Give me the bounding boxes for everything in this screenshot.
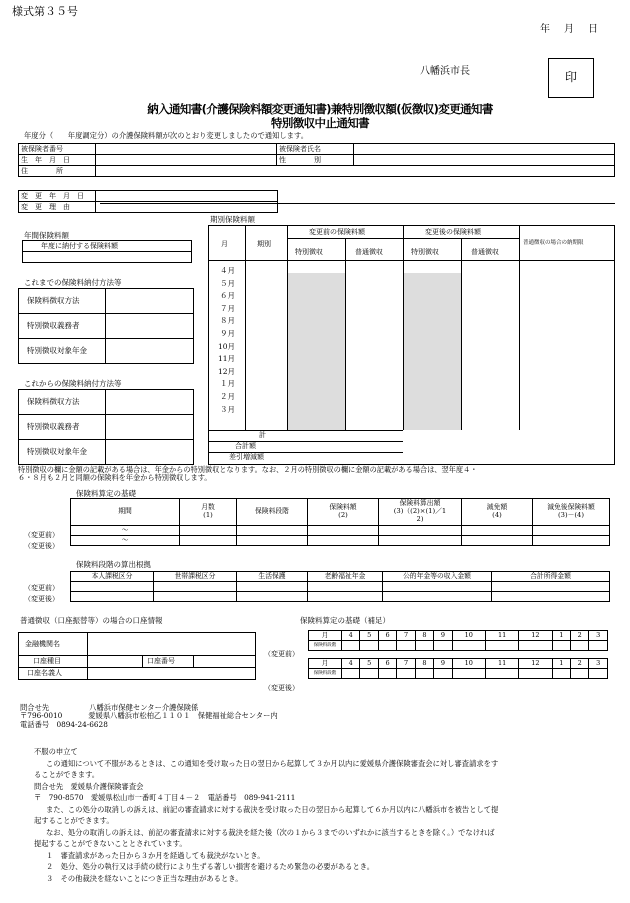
form-number: 様式第３５号 (12, 5, 78, 18)
supp-month-cell: 6 (378, 631, 396, 641)
supp-month-cell: 12 (519, 631, 552, 641)
appeal-p2b: 起することができます。 (34, 816, 114, 825)
holder-label: 口座名義人 (19, 668, 88, 680)
contact-addr: 愛媛県八幡浜市松柏乙１１０１ 保健福祉総合センター内 (88, 711, 278, 721)
supp-month-cell: 8 (415, 659, 433, 669)
intro-text: 年度分（ 年度調定分）の介護保険料額が次のとおり変更しましたので通知します。 (24, 131, 308, 140)
issue-date: 年 月 日 (540, 24, 600, 35)
next-method-label: これからの保険料納付方法等 (24, 379, 122, 388)
special-header: 特別徴収 (411, 248, 439, 256)
diff-label: 差引増減額 (229, 453, 264, 461)
city-mayor: 八幡浜市長 (420, 66, 470, 77)
appeal-p3b: 提起することができないこととされています。 (34, 839, 187, 848)
basis-before: （変更前） (24, 531, 59, 539)
appeal-item: １ 審査請求があった日から３か月を経過しても裁決がないとき。 (46, 850, 265, 860)
supp-month: 月 (309, 631, 342, 641)
basis-label: 保険料算定の基礎 (76, 489, 136, 498)
change-date-label: 変 更 年 月 日 (19, 191, 96, 202)
birth-label: 生 年 月 日 (19, 155, 96, 166)
appeal-item: ３ その他裁決を経ないことにつき正当な理由があるとき。 (46, 873, 243, 883)
period-label: 期別保険料額 (210, 215, 255, 224)
supp-month-cell: 4 (342, 631, 360, 641)
supp-month-cell: 6 (378, 659, 396, 669)
stage-header: 老齢福祉年金 (308, 572, 383, 582)
document-title: 納入通知書(介護保険料額変更通知書)兼特別徴収額(仮徴収)変更通知書 (147, 102, 493, 116)
month-cell: ９月 (220, 328, 235, 338)
supp-month-cell: 12 (519, 659, 552, 669)
type-label: 口座種目 (19, 656, 88, 668)
month-list (209, 267, 241, 418)
basis-header: 月数 (1) (180, 499, 237, 526)
basis-table (70, 498, 610, 546)
prev-method-table (18, 288, 194, 364)
supp-month-cell: 5 (360, 659, 378, 669)
appeal-p2a: また、この処分の取消しの訴えは、前記の審査請求に対する裁決を受け取った日の翌日から起算して６か月以内に八幡浜市を被告として提 (46, 804, 499, 814)
supp-month-cell: 9 (434, 631, 452, 641)
contact-tel: 電話番号 0894-24-6628 (20, 719, 108, 729)
stage-label: 保険料段階の算出根拠 (76, 560, 151, 569)
basis-header: 減免額 (4) (462, 499, 533, 526)
appeal-contact: 問合せ先 愛媛県介護保険審査会 (34, 781, 144, 791)
prev-method-row: 特別徴収義務者 (19, 314, 106, 339)
tilde: ～ (71, 536, 180, 546)
normal-header: 普通徴収 (355, 248, 383, 256)
acct-no-label: 口座番号 (143, 656, 194, 668)
month-cell: ５月 (220, 278, 235, 288)
appeal-address: 〒 790-8570 愛媛県松山市一番町４丁目４－２ 電話番号 089-941-2111 (34, 793, 296, 802)
after-header: 変更後の保険料額 (425, 228, 481, 236)
supp-table-after (308, 658, 608, 679)
supp-month-cell: 10 (452, 659, 485, 669)
normal-header: 普通徴収 (471, 248, 499, 256)
supp-month-cell: 11 (485, 659, 518, 669)
stage-header: 合計所得金額 (492, 572, 610, 582)
prev-method-row: 保険料徴収方法 (19, 289, 106, 314)
supp-month-cell: 2 (571, 659, 589, 669)
supp-month-cell: 4 (342, 659, 360, 669)
contact-block (20, 704, 278, 729)
basis-after: （変更後） (24, 542, 59, 550)
bank-label: 金融機関名 (19, 633, 88, 656)
supp-month-cell: 1 (552, 659, 570, 669)
supp-month-cell: 8 (415, 631, 433, 641)
contact-org: 八幡浜市保健センター介護保険係 (89, 703, 199, 712)
supp-month-cell: 2 (571, 631, 589, 641)
next-method-row: 特別徴収対象年金 (19, 440, 106, 465)
appeal-item: ２ 処分、処分の執行又は手続の続行により生ずる著しい損害を避けるため緊急の必要があるとき。 (46, 862, 375, 871)
month-cell: ４月 (220, 266, 235, 275)
month-header: 月 (221, 240, 228, 248)
supp-month-cell: 9 (434, 659, 452, 669)
basis-header: 保険料算出額 (3)（(2)×(1)／1 2) (379, 499, 462, 526)
stage-header: 生活保護 (237, 572, 308, 582)
annual-sub-label: 年度に納付する保険料額 (23, 241, 192, 252)
next-method-row: 保険料徴収方法 (19, 390, 106, 415)
sum-label: 合計額 (235, 442, 256, 450)
month-cell: ３月 (220, 404, 235, 414)
month-cell: １月 (220, 379, 235, 389)
next-method-table (18, 389, 194, 465)
appeal-block (24, 746, 498, 884)
month-cell: ７月 (220, 303, 235, 313)
account-table (18, 632, 256, 680)
term-header: 期別 (257, 240, 271, 248)
annual-table (22, 240, 192, 263)
appeal-title: 不服の申立て (34, 747, 78, 756)
supp-month-cell: 3 (589, 659, 608, 669)
basis-header: 保険料段階 (237, 499, 308, 526)
prev-method-row: 特別徴収対象年金 (19, 339, 106, 364)
month-cell: 11月 (217, 354, 235, 364)
change-info-table (18, 190, 278, 213)
supp-month-cell: 10 (452, 631, 485, 641)
supp-month-cell: 7 (397, 659, 415, 669)
stage-table (70, 571, 610, 602)
gender-label: 性 別 (277, 155, 354, 166)
stage-before: （変更前） (24, 584, 59, 592)
appeal-p1a: この通知について不服があるときは、この通知を受け取った日の翌日から起算して３か月以内に愛媛県介護保険審査会に対し審査請求をす (46, 758, 499, 768)
month-cell: ２月 (220, 391, 235, 401)
total-label: 計 (259, 431, 266, 439)
tilde: ～ (71, 526, 180, 536)
seal-box: 印 (548, 58, 594, 98)
stage-header: 公的年金等の収入金額 (383, 572, 492, 582)
insured-name-label: 被保険者氏名 (277, 144, 354, 155)
stage-header: 本人課税区分 (71, 572, 154, 582)
document-subtitle: 特別徴収中止通知書 (270, 116, 370, 130)
basis-header: 期間 (71, 499, 180, 526)
supp-label: 保険料算定の基礎（補足） (300, 616, 390, 625)
period-table (208, 225, 615, 465)
basis-header: 減免後保険料額 (3)－(4) (533, 499, 610, 526)
supp-month-cell: 7 (397, 631, 415, 641)
month-cell: ６月 (220, 291, 235, 301)
supp-before: （変更前） (264, 650, 299, 658)
supp-after: （変更後） (264, 684, 299, 692)
before-header: 変更前の保険料額 (309, 228, 365, 236)
supp-month-cell: 1 (552, 631, 570, 641)
insured-no-label: 被保険者番号 (19, 144, 96, 155)
month-cell: 12月 (217, 366, 235, 376)
supp-month-cell: 3 (589, 631, 608, 641)
month-cell: 10月 (217, 341, 235, 351)
supp-table-before (308, 630, 608, 651)
stage-header: 世帯課税区分 (154, 572, 237, 582)
stage-after: （変更後） (24, 595, 59, 603)
account-label: 普通徴収（口座振替等）の場合の口座情報 (20, 616, 163, 625)
insured-info-table (18, 143, 615, 177)
appeal-p1b: ることができます。 (34, 770, 100, 779)
special-note: 特別徴収の欄に金額の記載がある場合は、年金からの特別徴収となります。なお、２月の特別徴収の欄に金額の記載がある場合は、翌年度４・ ６・８月も２月と同額の保険料を年金から特別徴収します。 (18, 465, 478, 483)
appeal-p3a: なお、処分の取消しの訴えは、前記の審査請求に対する裁決を経た後（次の１から３までのいずれかに該当するときを除く。）でなければ (46, 827, 495, 837)
supp-month: 月 (309, 659, 342, 669)
contact-zip: 〒796-0010 (20, 711, 63, 721)
month-cell: ８月 (220, 316, 235, 326)
next-method-row: 特別徴収義務者 (19, 415, 106, 440)
basis-header: 保険料額 (2) (308, 499, 379, 526)
supp-stage: 保険料段階 (309, 641, 342, 651)
change-reason-label: 変 更 理 由 (19, 202, 96, 213)
supp-month-cell: 11 (485, 631, 518, 641)
special-header: 特別徴収 (295, 248, 323, 256)
contact-label: 問合せ先 (20, 703, 50, 712)
annual-label: 年間保険料額 (24, 231, 69, 240)
address-label: 住 所 (19, 166, 96, 177)
prev-method-label: これまでの保険料納付方法等 (24, 278, 122, 287)
supp-stage: 保険料段階 (309, 669, 342, 679)
supp-month-cell: 5 (360, 631, 378, 641)
due-header: 普通徴収の場合の納期限 (523, 240, 584, 246)
